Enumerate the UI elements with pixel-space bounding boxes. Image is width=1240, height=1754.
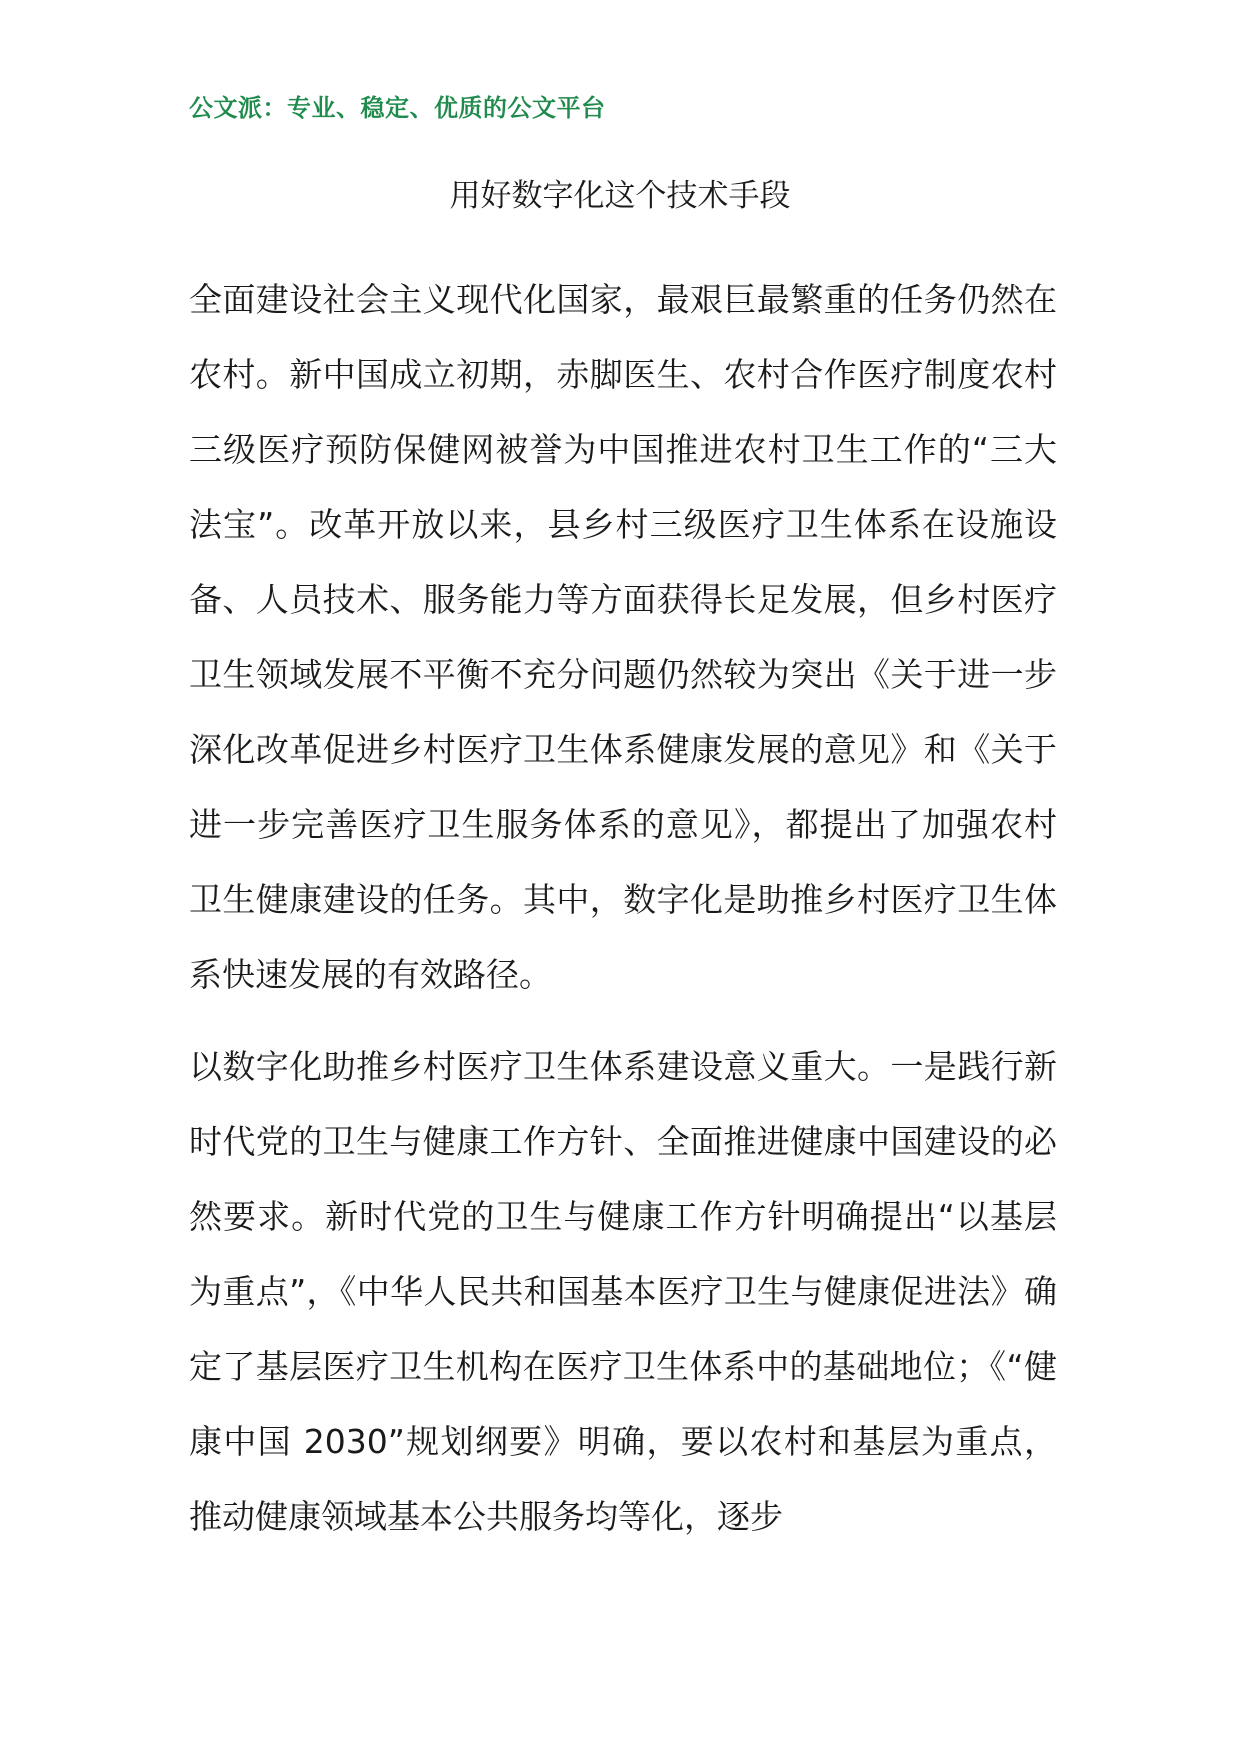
document-title: 用好数字化这个技术手段: [449, 178, 791, 214]
paragraph-1: 全面建设社会主义现代化国家，最艰巨最繁重的任务仍然在农村。新中国成立初期，赤脚医生、农村合作医疗制度农村三级医疗预防保健网被誉为中国推进农村卫生工作的“三大法宝”。改革开放以来，县乡村三级医疗卫生体系在设施设备、人员技术、服务能力等方面获得长足发展，但乡村医疗卫生领域发展不平衡不充分问题仍然较为突出《关于进一步深化改革促进乡村医疗卫生体系健康发展的意见》和《关于进一步完善医疗卫生服务体系的意见》，都提出了加强农村卫生健康建设的任务。其中，数字化是助推乡村医疗卫生体系快速发展的有效路径。: [189, 280, 1057, 994]
paragraph-2: 以数字化助推乡村医疗卫生体系建设意义重大。一是践行新时代党的卫生与健康工作方针、全面推进健康中国建设的必然要求。新时代党的卫生与健康工作方针明确提出“以基层为重点”，《中华人民共和国基本医疗卫生与健康促进法》确定了基层医疗卫生机构在医疗卫生体系中的基础地位；《“健康中国 2030”规划纲要》明确，要以农村和基层为重点，推动健康领域基本公共服务均等化，逐步: [189, 1047, 1057, 1536]
watermark-header: 公文派：专业、稳定、优质的公文平台: [189, 94, 606, 122]
document-body: [189, 262, 1057, 1554]
